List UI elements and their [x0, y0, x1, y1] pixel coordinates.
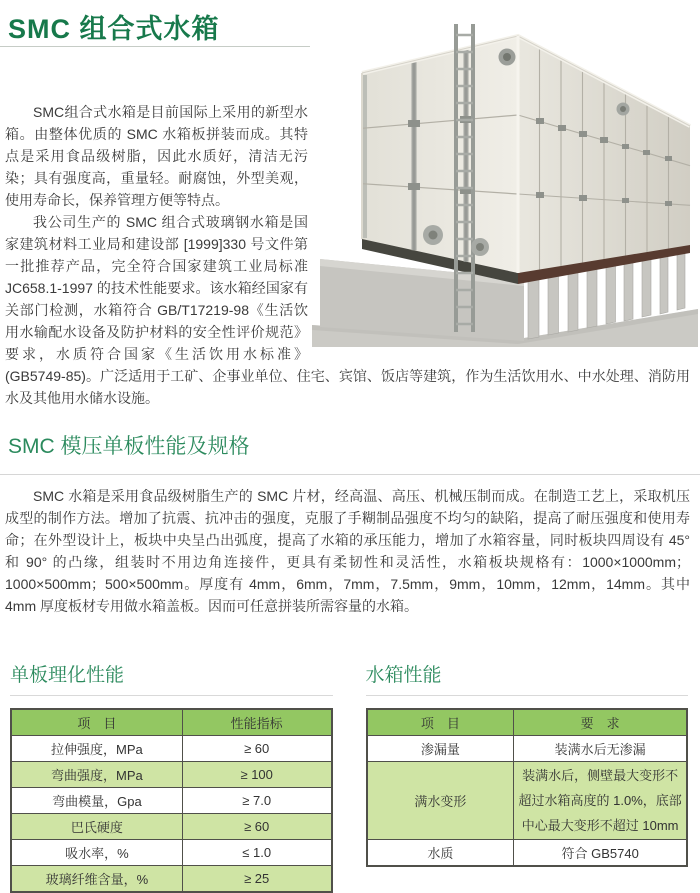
panel-properties-heading: 单板理化性能 [10, 665, 125, 686]
table-divider [10, 695, 333, 696]
table-cell: 弯曲模量，Gpa [11, 788, 182, 814]
table-cell: 装满水后，侧壁最大变形不超过水箱高度的 1.0%，底部中心最大变形不超过 10mm [514, 762, 687, 840]
table-row [11, 762, 332, 788]
table-row [367, 736, 688, 762]
table-cell: ≤ 1.0 [182, 840, 331, 866]
tank-performance-heading: 水箱性能 [365, 665, 442, 686]
table-cell: 装满水后无渗漏 [514, 736, 687, 762]
intro-paragraph: SMC组合式水箱是目前国际上采用的新型水箱。由整体优质的 SMC 水箱板拼装而成。其特点是采用食品级树脂，因此水质好，清洁无污染；具有强度高，重量轻。耐腐蚀，外型美观，使用寿命长，保养管理方便等特点。 [5, 104, 308, 208]
table-row [11, 866, 332, 893]
molded-panel-section-heading: SMC 模压单板性能及规格 [8, 435, 250, 458]
table-header-cell: 要 求 [514, 709, 687, 736]
table-cell: 水质 [367, 840, 514, 867]
table-header-row [11, 709, 332, 736]
table-cell: 弯曲强度，MPa [11, 762, 182, 788]
product-page [0, 12, 700, 887]
table-cell: 渗漏量 [367, 736, 514, 762]
table-row [11, 788, 332, 814]
table-cell: 巴氏硬度 [11, 814, 182, 840]
water-tank-photo [310, 9, 700, 349]
page-title: SMC 组合式水箱 [8, 14, 220, 44]
table-row [367, 840, 688, 867]
table-cell: ≥ 7.0 [182, 788, 331, 814]
table-header-cell: 性能指标 [182, 709, 331, 736]
table-cell: ≥ 60 [182, 814, 331, 840]
table-header-cell: 项 目 [367, 709, 514, 736]
performance-tables [10, 663, 688, 893]
molded-panel-section-body [5, 485, 690, 617]
table-cell: ≥ 60 [182, 736, 331, 762]
tank-performance-table [366, 708, 689, 867]
table-cell: ≥ 25 [182, 866, 331, 893]
molded-panel-paragraph: SMC 水箱是采用食品级树脂生产的 SMC 片材，经高温、高压、机械压制而成。在制造工艺上，采取机压成型的制作方法。增加了抗震、抗冲击的强度，克服了手糊制品强度不均匀的缺陷，提高了耐压强度和使用寿命；在外型设计上，板块中央呈凸出弧度，提高了水箱的承压能力，增加了水箱容量，同时板块四周设有 45° 和 90° 的凸缘，组装时不用边角连接件，更具有柔韧性和灵活性，水箱板块规格有：1000×1000mm；1000×500mm；500×500mm。厚度有 4mm，6mm，7mm，7.5mm，9mm，10mm，12mm，14mm。其中 4mm 厚度板材专用做水箱盖板。因而可任意拼装所需容量的水箱。 [5, 488, 690, 614]
panel-properties-table [10, 708, 333, 893]
table-row [11, 814, 332, 840]
intro-paragraph: 我公司生产的 SMC 组合式玻璃钢水箱是国家建筑材料工业局和建设部 [1999]330 号文件第一批推荐产品，完全符合国家建筑工业局标准 JC658.1-1997 的技术性能要求。该水箱经国家有关部门检测，水箱符合 GB/T17219-98《生活饮用水输配水设备及防护材料的安全性评价规范》要求，水质符合国家《生活饮用水标准》(GB5749-85)。广泛适用于工矿、企事业单位、住宅、宾馆、饭店等建筑，作为生活饮用水、中水处理、消防用水及其他用水储水设施。 [5, 214, 690, 406]
table-cell: 玻璃纤维含量，% [11, 866, 182, 893]
table-cell: 满水变形 [367, 762, 514, 840]
water-tank-illustration [310, 9, 700, 349]
table-divider [366, 695, 689, 696]
tank-performance-column [366, 663, 689, 867]
table-cell: 吸水率，% [11, 840, 182, 866]
intro-section [5, 101, 690, 409]
table-header-cell: 项 目 [11, 709, 182, 736]
table-row [11, 840, 332, 866]
table-header-row [367, 709, 688, 736]
panel-properties-column [10, 663, 333, 893]
section-divider [0, 474, 700, 475]
table-row [367, 762, 688, 840]
table-row [11, 736, 332, 762]
table-cell: 符合 GB5740 [514, 840, 687, 867]
table-cell: 拉伸强度，MPa [11, 736, 182, 762]
table-cell: ≥ 100 [182, 762, 331, 788]
